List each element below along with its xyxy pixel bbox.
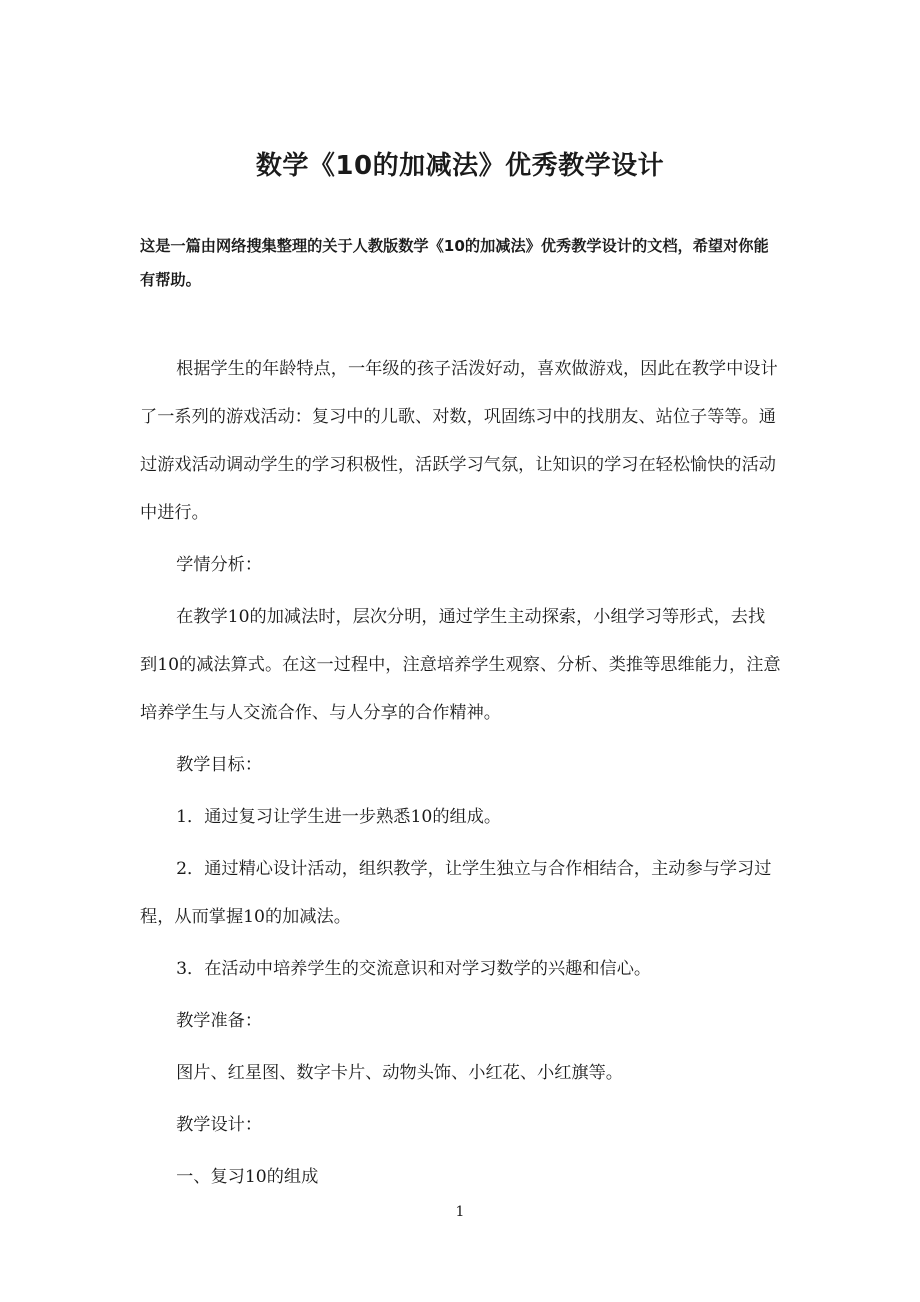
goal-item-3: 3．在活动中培养学生的交流意识和对学习数学的兴趣和信心。 (176, 959, 652, 979)
page-number: 1 (455, 1204, 465, 1220)
heading-learning-analysis: 学情分析： (176, 555, 263, 575)
paragraph-background: 根据学生的年龄特点，一年级的孩子活泼好动，喜欢做游戏，因此在教学中设计了一系列的游戏活动：复习中的儿歌、对数，巩固练习中的找朋友、站位子等等。通过游戏活动调动学生的学习积极性，活跃学习气氛，让知识的学习在轻松愉快的活动中进行。 (140, 359, 778, 523)
heading-teaching-design: 教学设计： (176, 1115, 263, 1135)
document-body (140, 345, 782, 1205)
heading-teaching-goals: 教学目标： (176, 755, 263, 775)
heading-teaching-preparation: 教学准备： (176, 1011, 263, 1031)
paragraph-learning-analysis: 在教学10的加减法时，层次分明，通过学生主动探索，小组学习等形式，去找到10的减法算式。在这一过程中，注意培养学生观察、分析、类推等思维能力，注意培养学生与人交流合作、与人分享的合作精神。 (140, 607, 781, 723)
paragraph-preparation-items: 图片、红星图、数字卡片、动物头饰、小红花、小红旗等。 (176, 1063, 623, 1083)
section-review-heading: 一、复习10的组成 (176, 1167, 319, 1187)
goal-item-1: 1．通过复习让学生进一步熟悉10的组成。 (176, 807, 502, 827)
goal-item-2: 2．通过精心设计活动，组织教学，让学生独立与合作相结合，主动参与学习过程，从而掌握10的加减法。 (140, 859, 772, 927)
document-title: 数学《10的加减法》优秀教学设计 (255, 151, 665, 181)
document-intro: 这是一篇由网络搜集整理的关于人教版数学《10的加减法》优秀教学设计的文档，希望对你能有帮助。 (140, 237, 769, 289)
